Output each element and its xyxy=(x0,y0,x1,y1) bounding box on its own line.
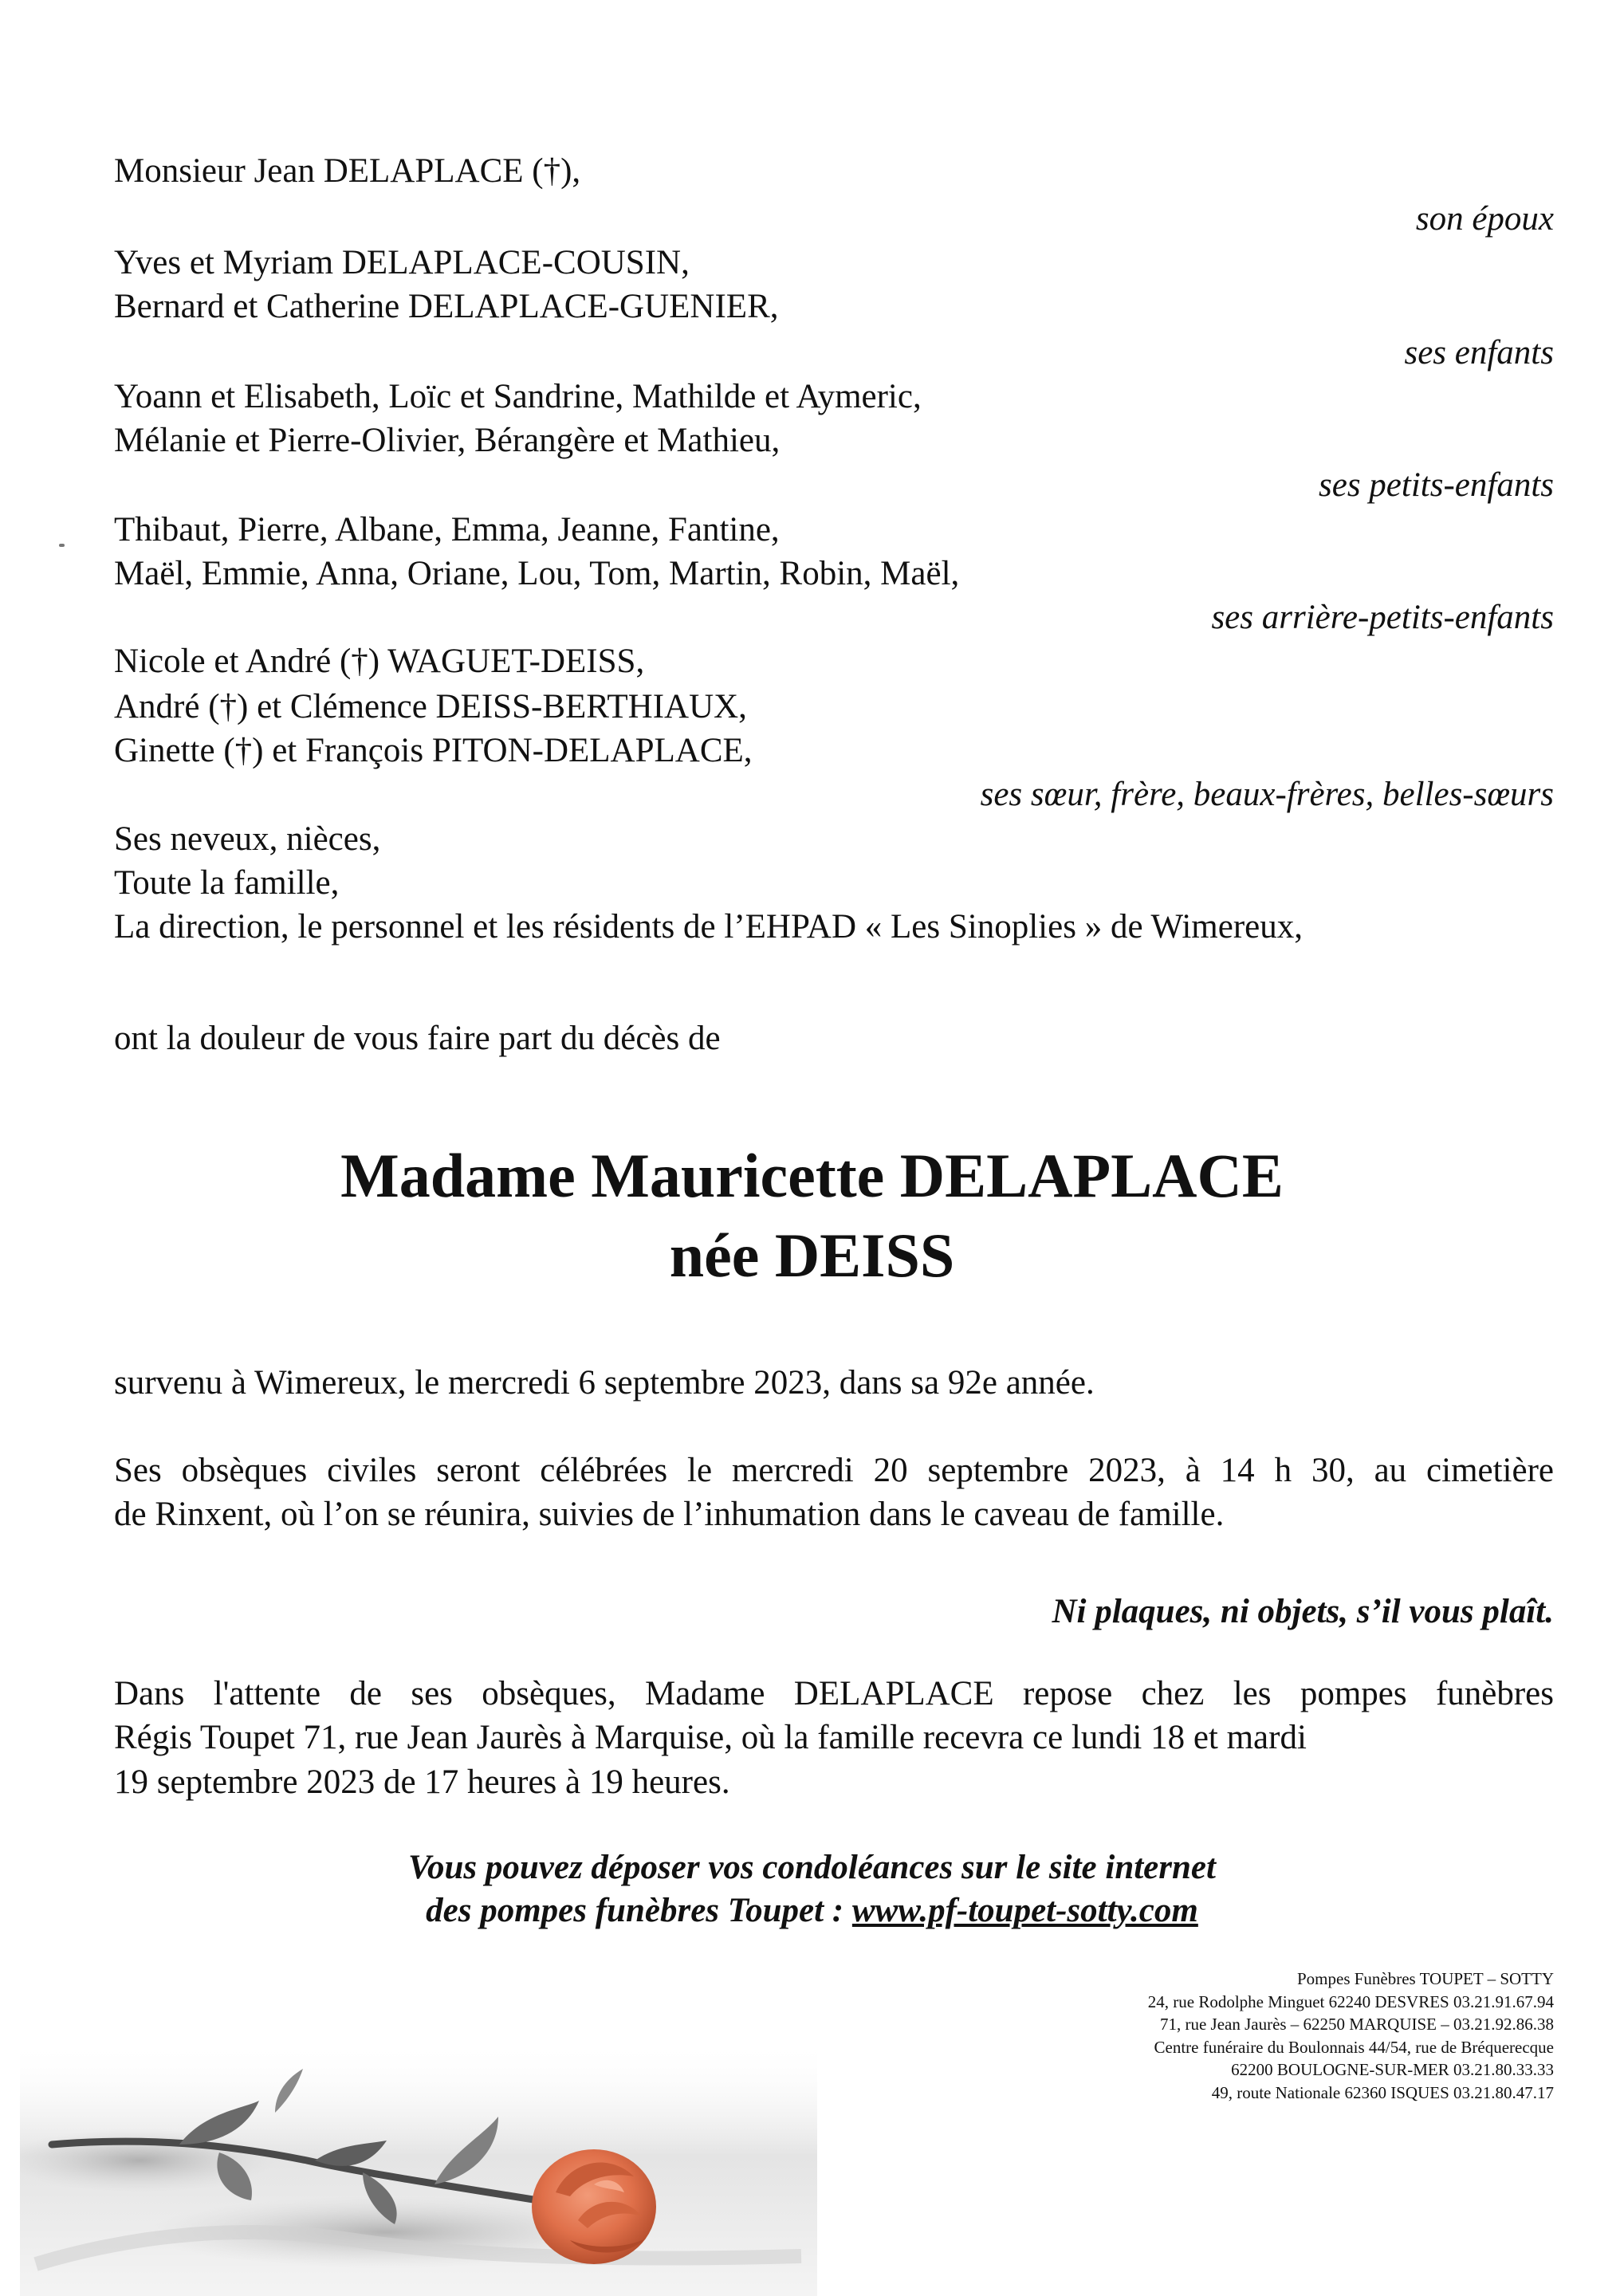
footer-line-4: Centre funéraire du Boulonnais 44/54, rue de Bréquerecque xyxy=(1154,2037,1554,2057)
death-details: survenu à Wimereux, le mercredi 6 septembre 2023, dans sa 92e année. xyxy=(114,1364,1095,1402)
announcement: ont la douleur de vous faire part du décès de xyxy=(114,1020,721,1057)
scan-speck xyxy=(59,544,65,547)
condolences-line-1: Vous pouvez déposer vos condoléances sur le site internet xyxy=(408,1849,1216,1886)
funeral-home-contact xyxy=(1148,1968,1554,2104)
viewing-line-2: Régis Toupet 71, rue Jean Jaurès à Marquise, où la famille recevra ce lundi 18 et mardi xyxy=(114,1719,1307,1757)
footer-line-3: 71, rue Jean Jaurès – 62250 MARQUISE – 03.21.92.86.38 xyxy=(1159,2015,1554,2035)
viewing-line-1: Dans l'attente de ses obsèques, Madame DELAPLACE repose chez les pompes funèbres xyxy=(114,1675,1554,1712)
rose-icon xyxy=(20,2025,817,2296)
siblings-role: ses sœur, frère, beaux-frères, belles-sœurs xyxy=(980,776,1554,813)
great-grandchildren-role: ses arrière-petits-enfants xyxy=(1211,599,1554,636)
condolences-website-link[interactable]: www.pf-toupet-sotty.com xyxy=(851,1892,1198,1929)
grandchildren-role: ses petits-enfants xyxy=(1319,466,1554,504)
siblings-line-1: Nicole et André (†) WAGUET-DEISS, xyxy=(114,643,645,680)
condolences-prefix: des pompes funèbres Toupet : xyxy=(426,1892,852,1929)
children-line-2: Bernard et Catherine DELAPLACE-GUENIER, xyxy=(114,288,779,325)
footer-line-6: 49, route Nationale 62360 ISQUES 03.21.80.47.17 xyxy=(1211,2082,1554,2102)
grandchildren-line-1: Yoann et Elisabeth, Loïc et Sandrine, Mathilde et Aymeric, xyxy=(114,378,922,415)
others-line-3: La direction, le personnel et les résidents de l’EHPAD « Les Sinoplies » de Wimereux, xyxy=(114,908,1303,946)
spouse-role: son époux xyxy=(1415,200,1554,238)
siblings-line-3: Ginette (†) et François PITON-DELAPLACE, xyxy=(114,732,753,769)
condolences-line-2 xyxy=(0,1891,1624,1930)
funeral-paragraph xyxy=(114,1451,1554,1535)
great-grandchildren-line-2: Maël, Emmie, Anna, Oriane, Lou, Tom, Martin, Robin, Maël, xyxy=(114,555,960,592)
footer-line-1: Pompes Funèbres TOUPET – SOTTY xyxy=(1296,1969,1554,1988)
siblings-line-2: André (†) et Clémence DEISS-BERTHIAUX, xyxy=(114,688,747,725)
great-grandchildren-line-1: Thibaut, Pierre, Albane, Emma, Jeanne, Fantine, xyxy=(114,511,780,548)
funeral-line-1: Ses obsèques civiles seront célébrées le mercredi 20 septembre 2023, à 14 h 30, au cimetière xyxy=(114,1452,1554,1489)
spouse-line: Monsieur Jean DELAPLACE (†), xyxy=(114,152,581,190)
no-flowers-request: Ni plaques, ni objets, s’il vous plaît. xyxy=(1052,1593,1554,1630)
footer-line-2: 24, rue Rodolphe Minguet 62240 DESVRES 03.21.91.67.94 xyxy=(1147,1991,1554,2011)
footer-line-5: 62200 BOULOGNE-SUR-MER 03.21.80.33.33 xyxy=(1231,2060,1554,2080)
children-line-1: Yves et Myriam DELAPLACE-COUSIN, xyxy=(114,244,690,281)
viewing-paragraph xyxy=(114,1674,1554,1802)
viewing-line-3: 19 septembre 2023 de 17 heures à 19 heures. xyxy=(114,1763,730,1801)
funeral-line-2: de Rinxent, où l’on se réunira, suivies de l’inhumation dans le caveau de famille. xyxy=(114,1496,1225,1534)
deceased-name: Madame Mauricette DELAPLACE xyxy=(340,1141,1284,1210)
children-role: ses enfants xyxy=(1404,334,1554,372)
others-line-1: Ses neveux, nièces, xyxy=(114,820,381,858)
grandchildren-line-2: Mélanie et Pierre-Olivier, Bérangère et Mathieu, xyxy=(114,422,781,459)
others-line-2: Toute la famille, xyxy=(114,864,340,902)
deceased-maiden-name: née DEISS xyxy=(669,1221,955,1290)
